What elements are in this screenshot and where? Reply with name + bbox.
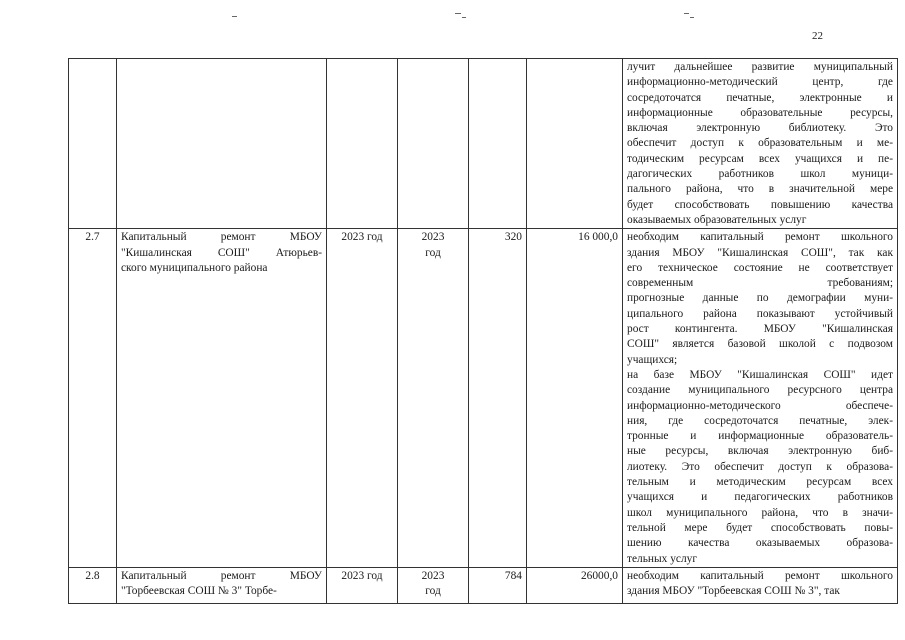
justification-text-line: необходим капитальный ремонт школьного xyxy=(627,231,893,244)
project-name-line: "Торбеевская СОШ № 3" Торбе- xyxy=(121,585,277,598)
end-year-line: год xyxy=(425,246,441,259)
project-name-line: "Кишалинская СОШ" Атюрьев- xyxy=(121,246,322,259)
justification-cell xyxy=(623,59,898,229)
project-name-line: Капитальный ремонт МБОУ xyxy=(121,569,322,582)
justification-text-line: учащихся и педагогических работников xyxy=(627,491,893,504)
project-name-cell xyxy=(117,59,327,229)
justification-text-line: школ муниципального района, что в значи- xyxy=(627,506,893,519)
project-name-cell xyxy=(117,229,327,568)
end-year-line: год xyxy=(425,585,441,598)
justification-text-line: тельным и методическим ресурсам всех xyxy=(627,476,893,489)
justification-text-line: на базе МБОУ "Кишалинская СОШ" идет xyxy=(627,368,893,381)
justification-text-line: учащихся; xyxy=(627,353,678,366)
justification-text-line: информационно-методический центр, где xyxy=(627,76,893,89)
project-name-cell xyxy=(117,567,327,603)
justification-text-line: СОШ" является базовой школой с подвозом xyxy=(627,338,893,351)
justification-text-line: обеспечит доступ к образовательным и ме- xyxy=(627,137,893,150)
project-name-line: Капитальный ремонт МБОУ xyxy=(121,231,322,244)
student-count-cell xyxy=(469,59,527,229)
justification-text-line: ные ресурсы, включая электронную биб- xyxy=(627,445,893,458)
scan-speck xyxy=(690,17,694,18)
justification-text-line: тодическим ресурсам всех учащихся и пе- xyxy=(627,152,893,165)
end-year-cell xyxy=(398,567,469,603)
justification-text-line: прогнозные данные по демографии муни- xyxy=(627,292,893,305)
end-year-cell xyxy=(398,59,469,229)
table-row xyxy=(69,229,898,568)
justification-text-line: тельной мере будет способствовать повы- xyxy=(627,521,893,534)
amount-cell xyxy=(527,59,623,229)
projects-table xyxy=(68,58,898,604)
justification-text-line: тронные и информационные образователь- xyxy=(627,430,893,443)
amount-cell: 16 000,0 xyxy=(527,229,623,568)
justification-text-line: современным требованиям; xyxy=(627,277,893,290)
justification-text-line: дагогических работников школ муници- xyxy=(627,168,893,181)
row-number-cell xyxy=(69,59,117,229)
table-row xyxy=(69,59,898,229)
justification-text-line: лучит дальнейшее развитие муниципальный xyxy=(627,61,893,73)
page-number: 22 xyxy=(812,30,823,42)
project-name-line: ского муниципального района xyxy=(121,261,268,274)
justification-text-line: необходим капитальный ремонт школьного xyxy=(627,569,893,582)
justification-text-line: его техническое состояние не соответствует xyxy=(627,261,893,274)
justification-text-line: здания МБОУ "Кишалинская СОШ", так как xyxy=(627,246,893,259)
justification-text-line: ния, где сосредоточатся печатные, элек- xyxy=(627,414,893,427)
justification-text-line: оказываемых образовательных услуг xyxy=(627,213,807,226)
justification-text-line: здания МБОУ "Торбеевская СОШ № 3", так xyxy=(627,585,840,598)
justification-text-line: тельных услуг xyxy=(627,552,698,565)
justification-text-line: информационные образовательные ресурсы, xyxy=(627,106,893,119)
justification-text-line: создание муниципального ресурсного центра xyxy=(627,384,893,397)
justification-text-line: сосредоточатся печатные, электронные и xyxy=(627,91,893,104)
table-row xyxy=(69,567,898,603)
end-year-line: 2023 xyxy=(421,569,445,582)
amount-cell: 26000,0 xyxy=(527,567,623,603)
start-year-cell: 2023 год xyxy=(327,567,398,603)
student-count-cell: 784 xyxy=(469,567,527,603)
row-number-cell: 2.7 xyxy=(69,229,117,568)
justification-text-line: включая электронную библиотеку. Это xyxy=(627,122,893,135)
justification-text-line: будет способствовать повышению качества xyxy=(627,198,893,211)
start-year-cell: 2023 год xyxy=(327,229,398,568)
justification-text-line: шению качества оказываемых образова- xyxy=(627,537,893,550)
scan-speck xyxy=(684,13,689,14)
student-count-cell: 320 xyxy=(469,229,527,568)
justification-text-line: информационно-методического обеспече- xyxy=(627,399,893,412)
end-year-cell xyxy=(398,229,469,568)
justification-text-line: пального района, что в значительной мере xyxy=(627,183,893,196)
justification-text-line: рост контингента. МБОУ "Кишалинская xyxy=(627,323,893,336)
scan-speck xyxy=(232,16,237,17)
end-year-line: 2023 xyxy=(421,231,445,244)
scan-speck xyxy=(462,17,466,18)
justification-text-line: лиотеку. Это обеспечит доступ к образова- xyxy=(627,460,893,473)
justification-cell xyxy=(623,567,898,603)
start-year-cell xyxy=(327,59,398,229)
justification-cell xyxy=(623,229,898,568)
row-number-cell: 2.8 xyxy=(69,567,117,603)
scan-speck xyxy=(455,13,461,14)
justification-text-line: ципального района показывают устойчивый xyxy=(627,307,893,320)
